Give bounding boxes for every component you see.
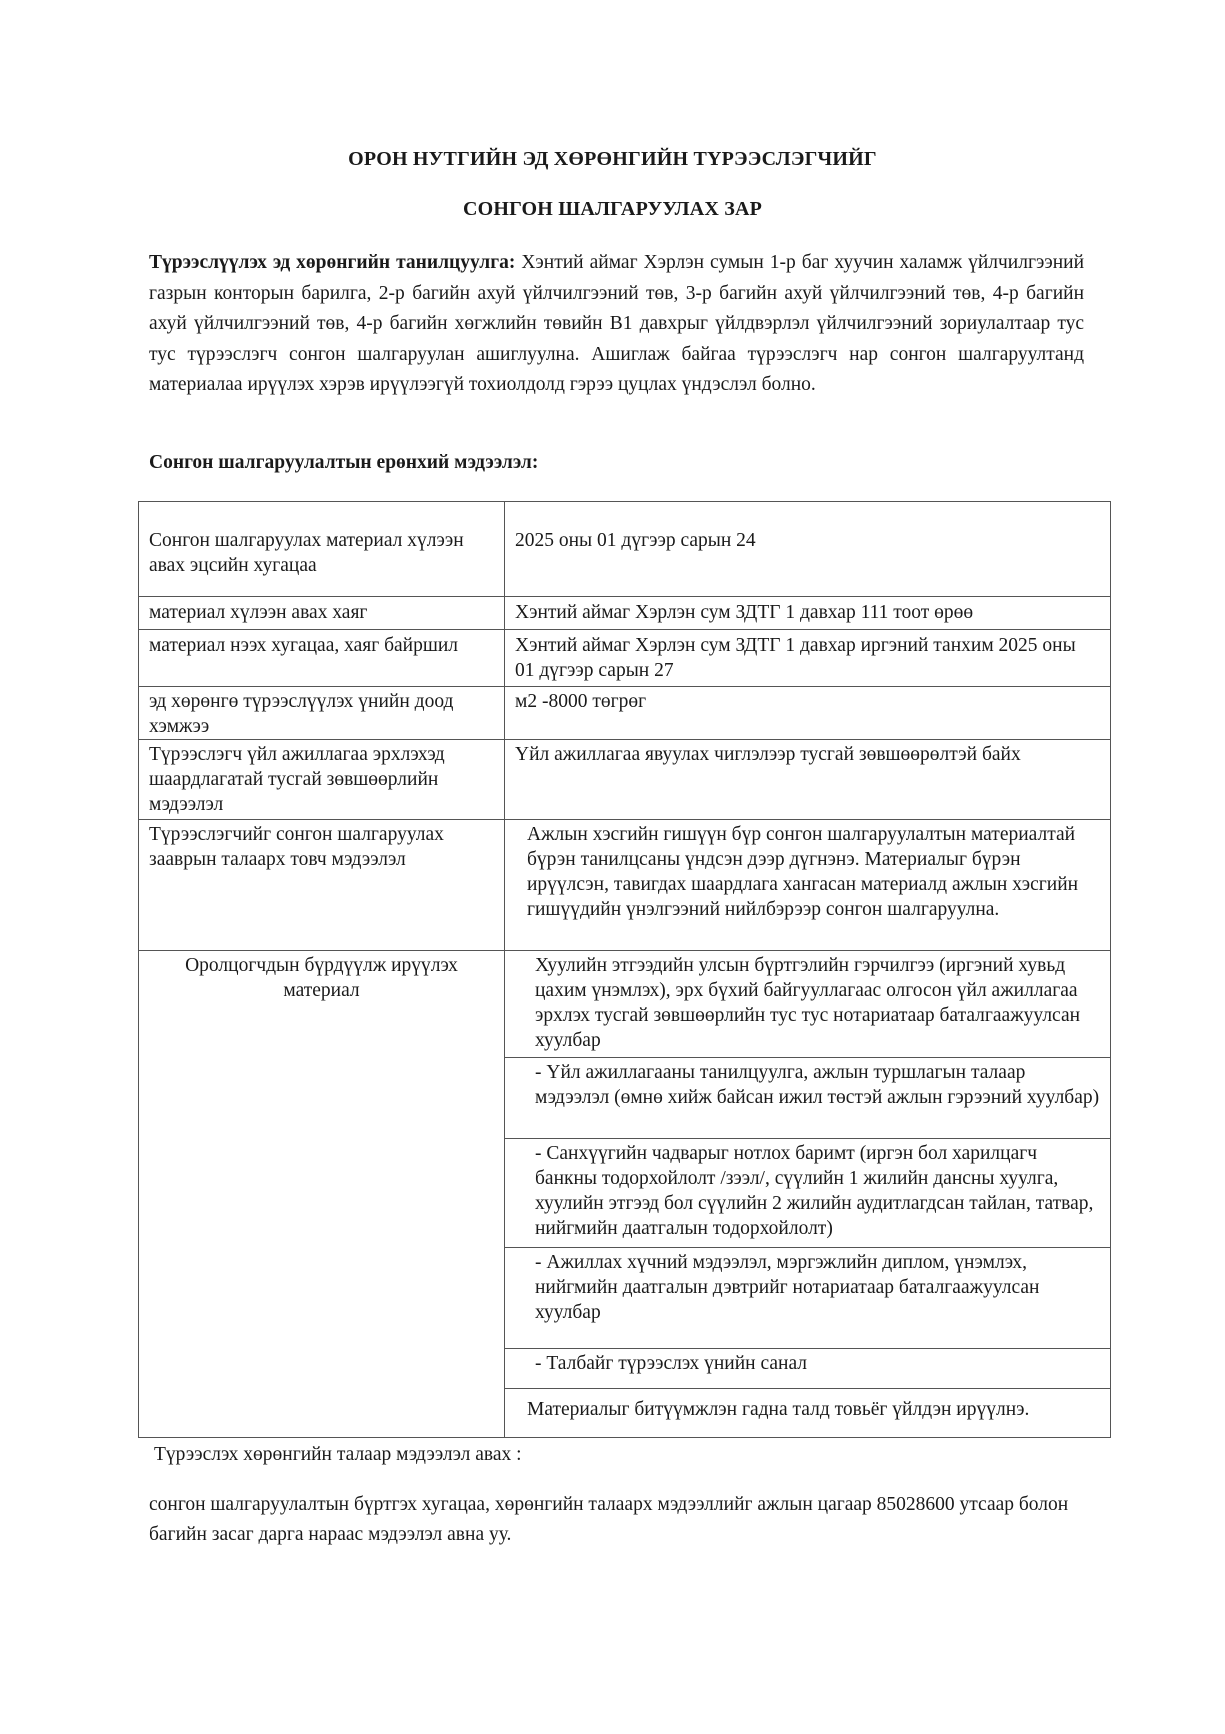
materials-item: - Ажиллах хүчний мэдээлэл, мэргэжлийн диплом, үнэмлэх, нийгмийн даатгалын дэвтрийг нотариатаар баталгаажуулсан хуулбар (505, 1248, 1111, 1349)
table-row (139, 630, 1111, 687)
general-info-table (138, 501, 1111, 1438)
table-row-materials (139, 951, 1111, 1058)
row-label: материал нээх хугацаа, хаяг байршил (139, 630, 505, 687)
table-row (139, 820, 1111, 951)
document-title-line-2: СОНГОН ШАЛГАРУУЛАХ ЗАР (462, 198, 763, 220)
row-label: Сонгон шалгаруулах материал хүлээн авах эцсийн хугацаа (139, 502, 505, 597)
intro-text: Хэнтий аймаг Хэрлэн сумын 1-р баг хуучин халамж үйлчилгээний газрын конторын барилга, 2-р багийн ахуй үйлчилгээний төв, 3-р багийн ахуй үйлчилгээний төв, 4-р багийн ахуй үйлчилгээний төв, 4-р багийн хөгжлийн төвийн B1 давхрыг үйлдвэрлэл үйлчилгээний зориулалтаар тус тус түрээслэгч сонгон шалгаруулан ашиглуулна. Ашиглаж байгаа түрээслэгч нар сонгон шалгаруултанд материалаа ирүүлэх хэрэв ирүүлээгүй тохиолдолд гэрээ цуцлах үндэслэл болно. (149, 252, 1085, 395)
table-row (139, 687, 1111, 740)
materials-item: Материалыг битүүмжлэн гадна талд товьёг үйлдэн ирүүлнэ. (505, 1389, 1111, 1438)
document-title-line-1: ОРОН НУТГИЙН ЭД ХӨРӨНГИЙН ТҮРЭЭСЛЭГЧИЙГ (348, 148, 877, 170)
table-row (139, 502, 1111, 597)
row-value: м2 -8000 төгрөг (505, 687, 1111, 740)
footer-info-heading: Түрээслэх хөрөнгийн талаар мэдээлэл авах : (154, 1444, 522, 1465)
table-row (139, 597, 1111, 630)
footer-info-text: сонгон шалгаруулалтын бүртгэх хугацаа, хөрөнгийн талаарх мэдээллийг ажлын цагаар 85028600 утсаар болон багийн засаг дарга нараас мэдээлэл авна уу. (149, 1494, 1069, 1545)
row-value: Хэнтий аймаг Хэрлэн сум ЗДТГ 1 давхар иргэний танхим 2025 оны 01 дүгээр сарын 27 (505, 630, 1111, 687)
row-label: Түрээслэгчийг сонгон шалгаруулах зааврын талаарх товч мэдээлэл (139, 820, 505, 951)
row-value: Ажлын хэсгийн гишүүн бүр сонгон шалгаруулалтын материалтай бүрэн танилцсаны үндсэн дээр дүгнэнэ. Материалыг бүрэн ирүүлсэн, тавигдах шаардлага хангасан материалд ажлын хэсгийн гишүүдийн үнэлгээний нийлбэрээр сонгон шалгаруулна. (505, 820, 1111, 951)
section-heading: Сонгон шалгаруулалтын ерөнхий мэдээлэл: (149, 452, 539, 473)
row-label: материал хүлээн авах хаяг (139, 597, 505, 630)
materials-item: - Үйл ажиллагааны танилцуулга, ажлын туршлагын талаар мэдээлэл (өмнө хийж байсан ижил төстэй ажлын гэрээний хуулбар) (505, 1058, 1111, 1139)
row-value: Хэнтий аймаг Хэрлэн сум ЗДТГ 1 давхар 111 тоот өрөө (505, 597, 1111, 630)
row-value: Үйл ажиллагаа явуулах чиглэлээр тусгай зөвшөөрөлтэй байх (505, 740, 1111, 820)
table-row (139, 740, 1111, 820)
row-label: Түрээслэгч үйл ажиллагаа эрхлэхэд шаардлагатай тусгай зөвшөөрлийн мэдээлэл (139, 740, 505, 820)
materials-item: Хуулийн этгээдийн улсын бүртгэлийн гэрчилгээ (иргэний хувьд цахим үнэмлэх), эрх бүхий байгууллагаас олгосон үйл ажиллагаа эрхлэх тусгай зөвшөөрлийн тус тус нотариатаар баталгаажуулсан хуулбар (505, 951, 1111, 1058)
intro-paragraph (149, 248, 1084, 401)
materials-item: - Санхүүгийн чадварыг нотлох баримт (иргэн бол харилцагч банкны тодорхойлолт /зээл/, сүүлийн 1 жилийн дансны хуулга, хуулийн этгээд бол сүүлийн 2 жилийн аудитлагдсан тайлан, татвар, нийгмийн даатгалын тодорхойлолт) (505, 1139, 1111, 1248)
intro-label: Түрээслүүлэх эд хөрөнгийн танилцуулга: (149, 252, 516, 273)
materials-label: Оролцогчдын бүрдүүлж ирүүлэх материал (139, 951, 505, 1438)
row-label: эд хөрөнгө түрээслүүлэх үнийн доод хэмжээ (139, 687, 505, 740)
row-value: 2025 оны 01 дүгээр сарын 24 (505, 502, 1111, 597)
materials-item: - Талбайг түрээслэх үнийн санал (505, 1349, 1111, 1389)
